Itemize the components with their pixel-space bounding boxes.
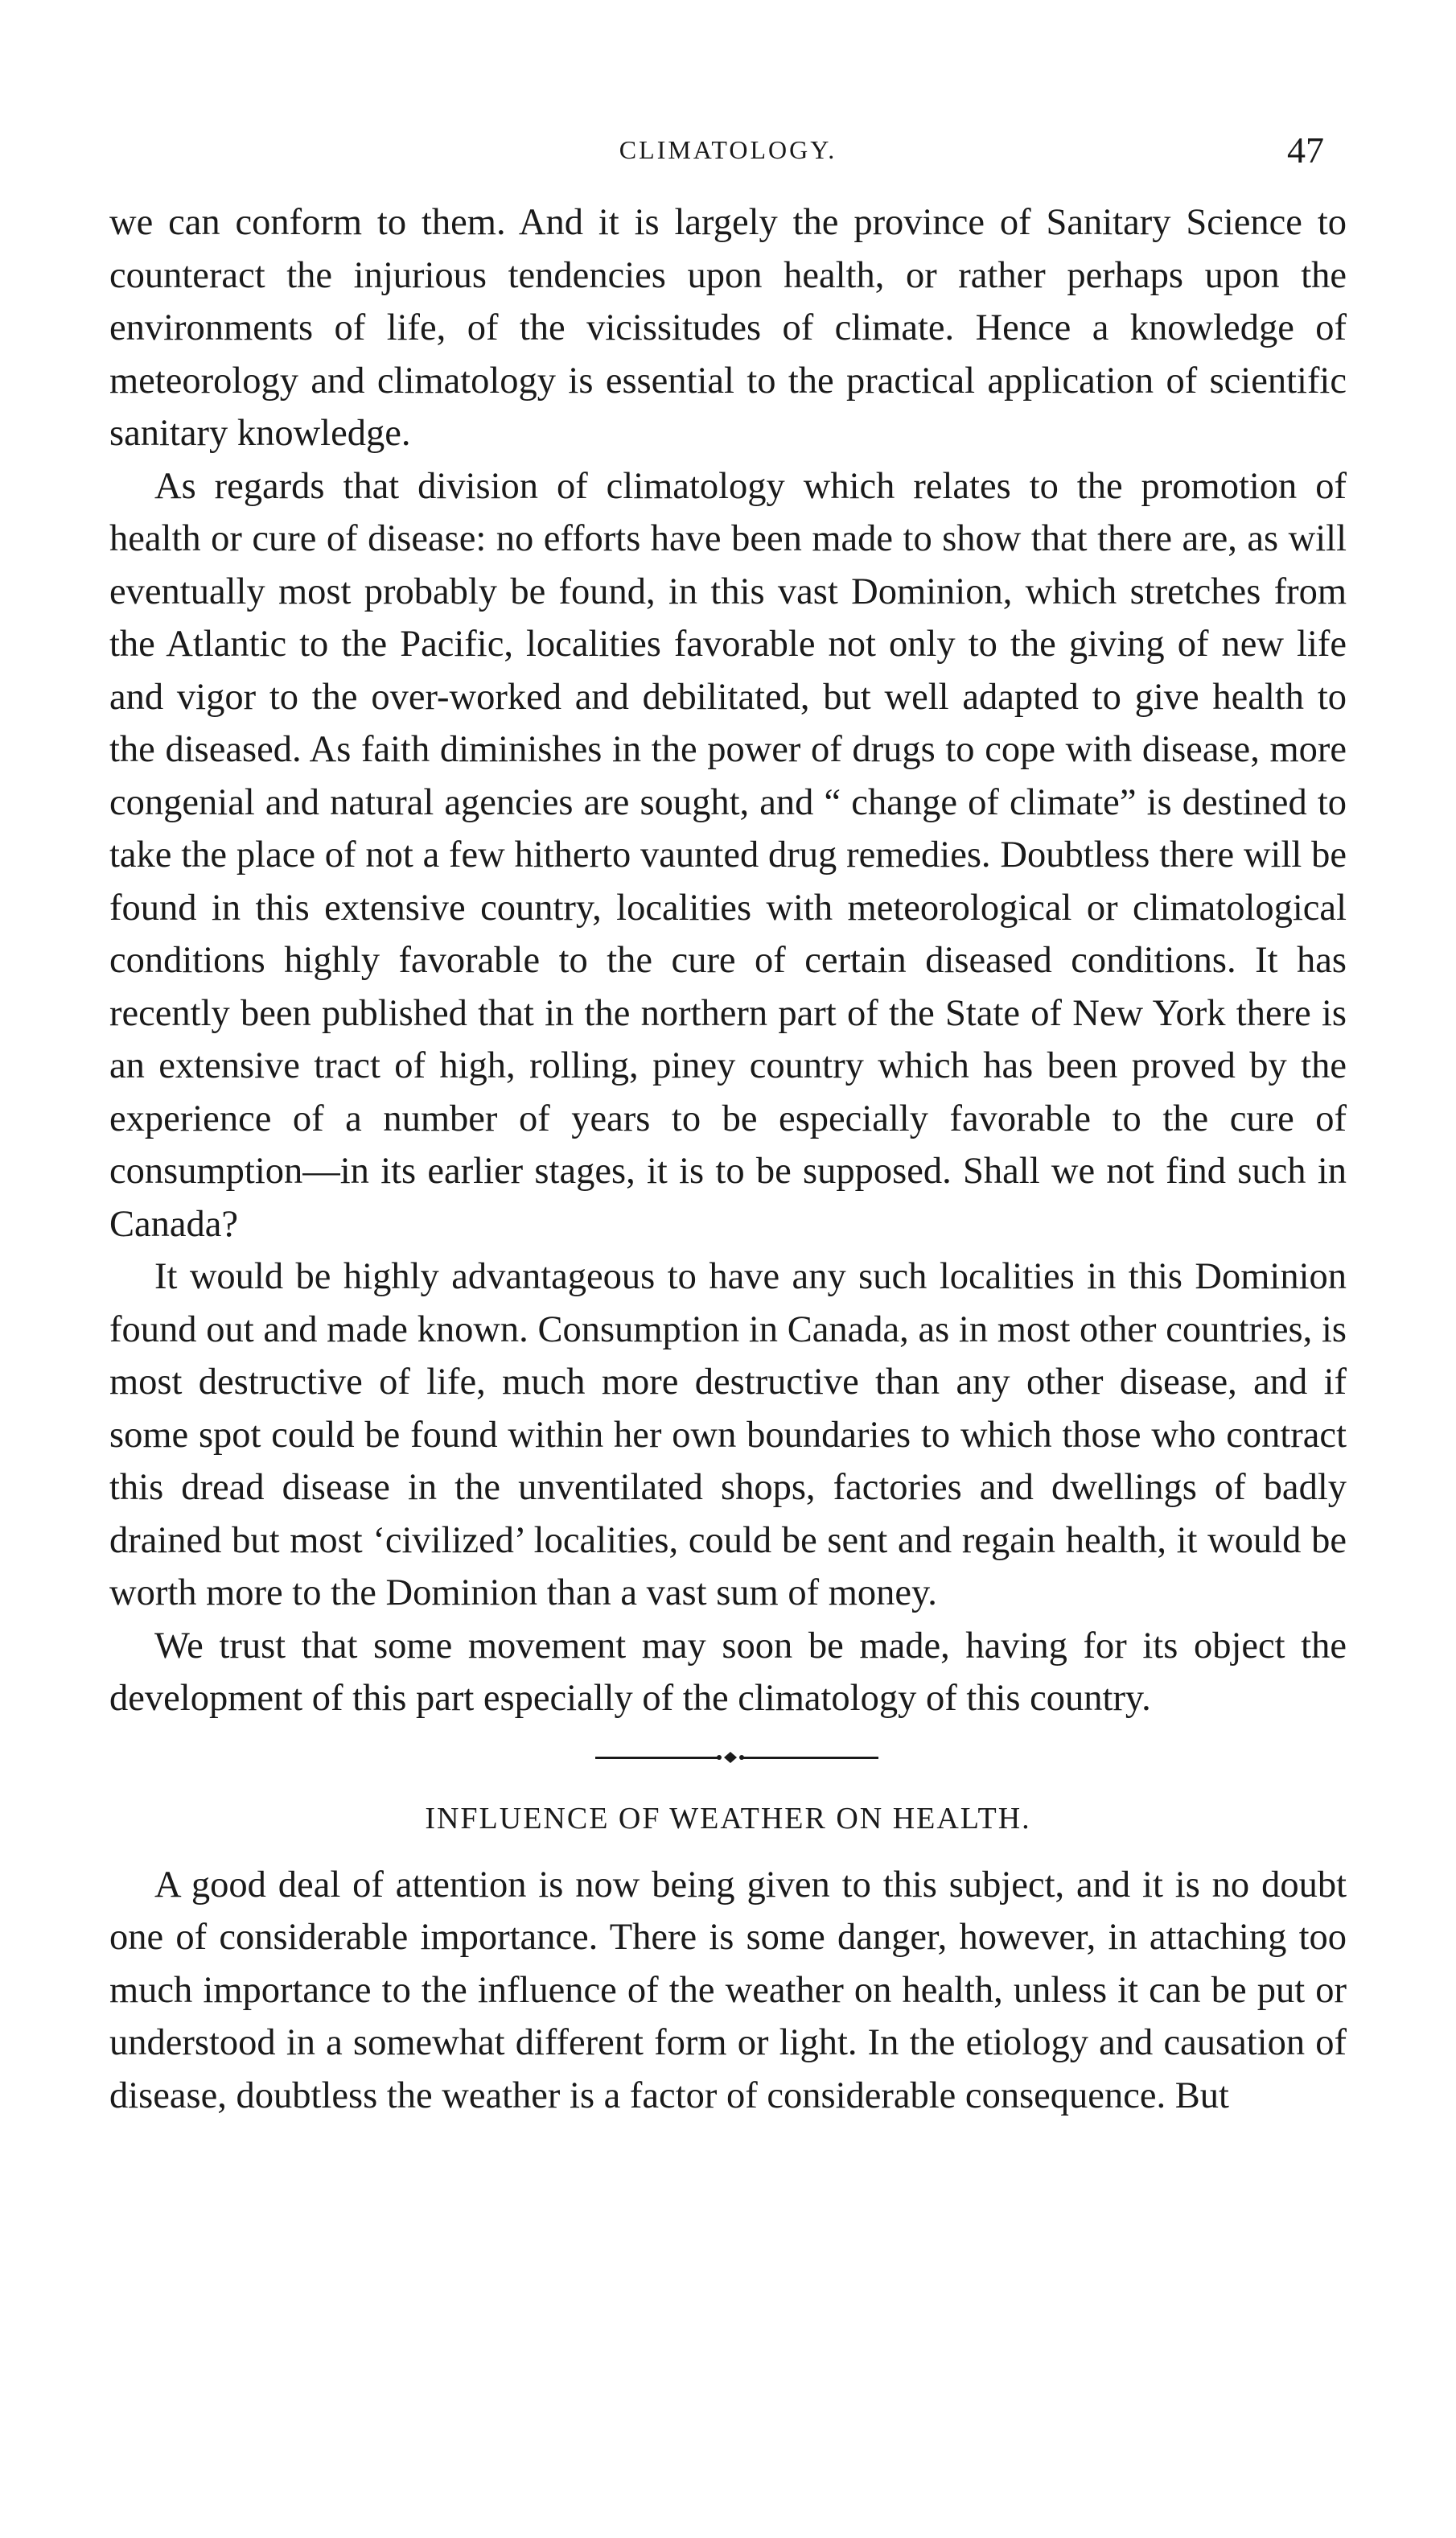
divider-line-left — [595, 1757, 718, 1759]
page-number: 47 — [1287, 130, 1324, 171]
diamond-ornament-icon — [716, 1749, 745, 1765]
divider-line-right — [743, 1757, 878, 1759]
paragraph-climatology-health: As regards that division of climatology which relates to the promotion of health or cure of disease: no efforts have been made to show that there are, as will eventually most probably be found, in this vast Dominion, which stretches from the Atlantic to the Pacific, localities favorable not only to the giving of new life and vigor to the over-worked and debilitated, but well adapted to give health to the diseased. As faith diminishes in the power of drugs to cope with disease, more congenial and natural agencies are sought, and “ change of climate” is destined to take the place of not a few hitherto vaunted drug remedies. Doubtless there will be found in this extensive country, localities with meteorological or climatological conditions highly favorable to the cure of certain diseased conditions. It has recently been published that in the northern part of the State of New York there is an extensive tract of high, rolling, piney country which has been proved by the experience of a number of years to be especially favorable to the cure of consumption—in its earlier stages, it is to be supposed. Shall we not find such in Canada? — [109, 465, 1347, 1245]
body-text — [109, 196, 1347, 2122]
paragraph-movement: We trust that some movement may soon be made, having for its object the development of this part especially of the climatology of this country. — [109, 1625, 1347, 1719]
paragraph-continuation: we can conform to them. And it is largely the province of Sanitary Science to counteract the injurious tendencies upon health, or rather perhaps upon the environments of life, of the vicissitudes of climate. Hence a knowledge of meteorology and climatology is essential to the practical application of scientific sanitary knowledge. — [109, 202, 1347, 454]
section-heading: INFLUENCE OF WEATHER ON HEALTH. — [425, 1801, 1031, 1836]
running-title: CLIMATOLOGY. — [619, 135, 837, 164]
section-divider — [109, 1732, 1347, 1783]
paragraph-consumption: It would be highly advantageous to have any such localities in this Dominion found out and made known. Consumption in Canada, as in most other countries, is most destructive of life, much more destructive than any other disease, and if some spot could be found within her own boundaries to which those who contract this dread disease in the unventilated shops, factories and dwellings of badly drained but most ‘civilized’ localities, could be sent and regain health, it would be worth more to the Dominion than a vast sum of money. — [109, 1256, 1347, 1613]
running-head — [0, 129, 1456, 177]
paragraph-weather: A good deal of attention is now being given to this subject, and it is no doubt one of considerable importance. There is some danger, however, in attaching too much importance to the influence of the weather on health, unless it can be put or understood in a somewhat different form or light. In the etiology and causation of disease, doubtless the weather is a factor of considerable consequence. But — [109, 1864, 1347, 2116]
